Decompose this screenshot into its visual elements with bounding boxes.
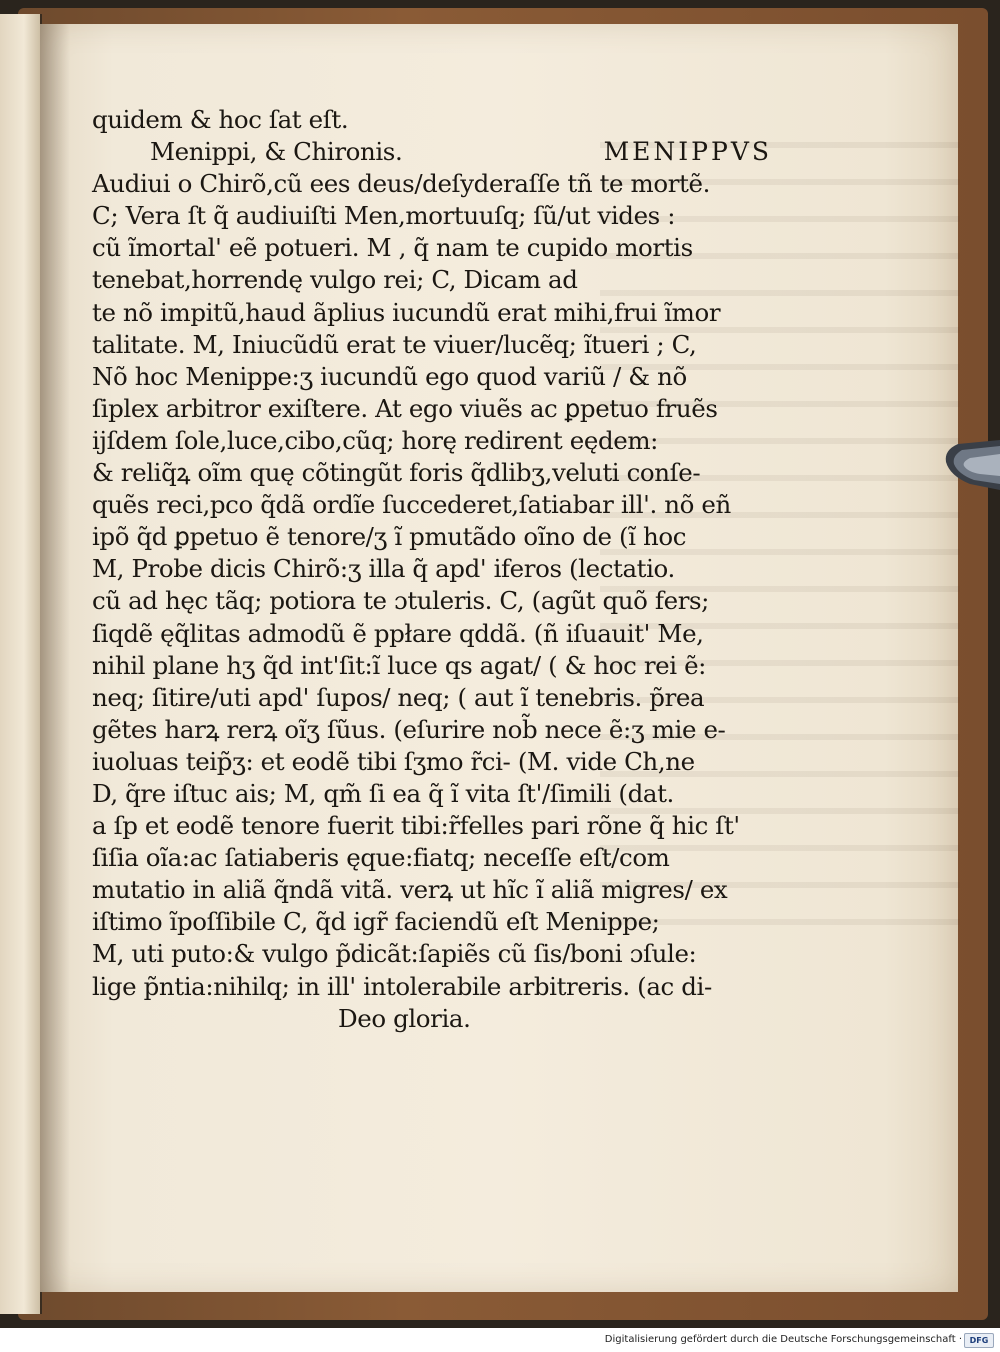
text-line: cũ ĩmortal' eẽ potueri. M , q̃ nam te cupido mortis [92,233,693,263]
text-line: Audiui o Chirõ,cũ ees deus/deſyderaſſe tñ te mortẽ. [92,169,710,199]
text-line: M, Probe dicis Chirõ:ʒ illa q̃ apd' iferos (lectatio. [92,554,675,584]
left-page-edge [0,14,42,1314]
text-line: M, uti puto:& vulgo p̃dicãt:ſapiẽs cũ ſis/boni ɔſule: [92,939,697,969]
text-line: te nõ impitũ,haud ãplius iucundũ erat mihi,frui ĩmor [92,297,721,327]
footer-bar [0,1328,1000,1352]
text-line: gẽtes harꝝ rerꝝ oĩʒ ſũus. (eſurire nob̃ nece ẽ:ʒ mie e- [92,714,726,744]
text-line: mutatio in aliã q̃ndã vitã. verꝝ ut hĩc ĩ aliã migres/ ex [92,875,728,905]
closing-line: Deo gloria. [338,1003,471,1033]
text-line: cũ ad hęc tãq; potiora te ɔtuleris. C, (agũt quõ fers; [92,586,710,616]
text-line: iuoluas teip̃ʒ: et eodẽ tibi ſʒmo r̃ci- (M. vide Ch,ne [92,746,695,776]
page-text [92,104,772,1035]
gutter-shadow [40,24,70,1292]
text-line: D, q̃re iſtuc ais; M, qm̃ ſi ea q̃ ĩ vita ſt'/ſimili (dat. [92,778,674,808]
text-line: & reliq̃ꝝ oĩm quę cõtingũt foris q̃dlibʒ,veluti conſe- [92,458,701,488]
dialogue-speaker-heading: MENIPPVS [603,137,772,167]
text-line: talitate. M, Iniucũdũ erat te viuer/lucẽq; ĩtueri ; C, [92,329,697,359]
text-line: ſiplex arbitror exiſtere. At ego viuẽs ac ꝑpetuo fruẽs [92,393,718,423]
text-line: tenebat,horrendę vulgo rei; C, Dicam ad [92,265,578,295]
dialogue-title-text: Menippi, & Chironis. [150,137,403,167]
text-line: a ſp et eodẽ tenore fuerit tibi:r̃felles pari rõne q̃ hic ſt' [92,811,740,841]
dialogue-title [92,136,772,168]
text-line: nihil plane hʒ q̃d int'ſit:ĩ luce qs agat/ ( & hoc rei ẽ: [92,650,707,680]
text-line: neq; ſitire/uti apd' ſupos/ neq; ( aut ĩ tenebris. p̃rea [92,682,705,712]
text-line: quẽs reci,pco q̃dã ordĩe ſuccederet,ſatiabar ill'. nõ eñ [92,490,731,520]
text-line: C; Vera ſt q̃ audiuiſti Men,mortuuſq; ſũ/ut vides : [92,201,676,231]
text-line: ſiſia oĩa:ac ſatiaberis ęque:fiatq; neceſſe eſt/com [92,843,670,873]
text-line: iſtimo ĩpoſſibile C, q̃d igr̃ faciendũ eſt Menippe; [92,907,660,937]
dfg-logo-icon: DFG [964,1333,994,1348]
text-line: Nõ hoc Menippe:ʒ iucundũ ego quod variũ / & nõ [92,361,687,391]
text-line: quidem & hoc ſat eſt. [92,105,349,134]
text-line: ſiqdẽ ęq̃litas admodũ ẽ ppłare qddã. (ñ iſuauit' Me, [92,618,704,648]
text-line: lige p̃ntia:nihilq; in ill' intolerabile arbitreris. (ac di- [92,971,712,1001]
text-line: ijſdem ſole,luce,cibo,cũq; horę redirent eędem: [92,425,659,455]
funding-credit: Digitalisierung gefördert durch die Deutsche Forschungsgemeinschaft · [604,1334,962,1345]
text-line: ipõ q̃d ꝑpetuo ẽ tenore/ʒ ĩ pmutãdo oĩno de (ĩ hoc [92,522,687,552]
bookmark-tab [940,436,1000,492]
